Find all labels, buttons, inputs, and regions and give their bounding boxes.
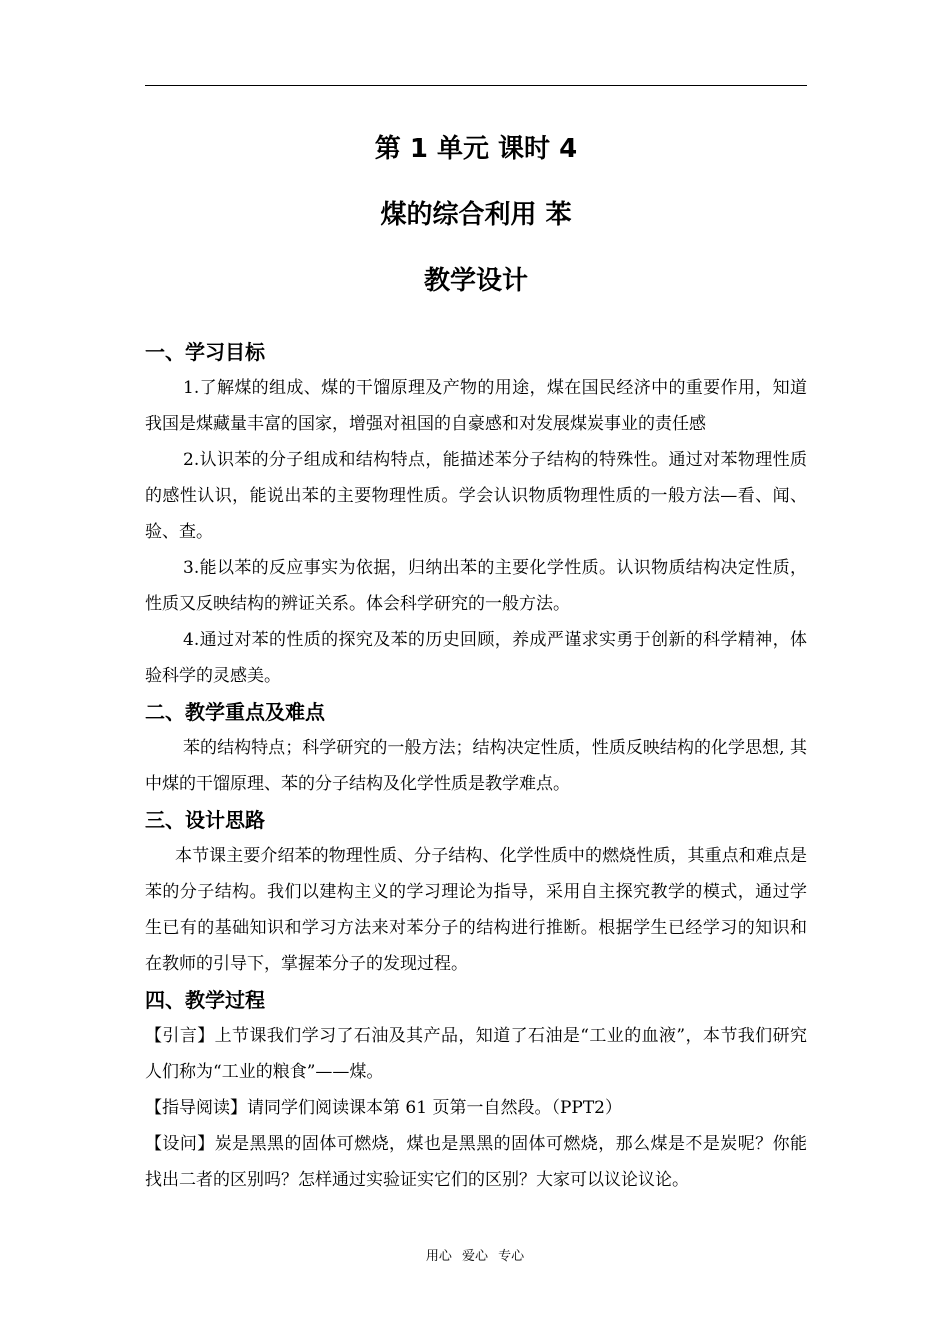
section-heading-design-idea: 三、设计思路 — [145, 808, 265, 832]
objective-item-2: 2.认识苯的分子组成和结构特点，能描述苯分子结构的特殊性。通过对苯物理性质的感性认识，能说出苯的主要物理性质。学会认识物质物理性质的一般方法—看、闻、验、查。 — [145, 450, 807, 542]
key-points-text: 苯的结构特点；科学研究的一般方法；结构决定性质，性质反映结构的化学思想, 其中煤的干馏原理、苯的分子结构及化学性质是教学难点。 — [145, 738, 807, 794]
section-heading-objectives: 一、学习目标 — [145, 340, 265, 364]
process-intro: 【引言】上节课我们学习了石油及其产品，知道了石油是“工业的血液”，本节我们研究人们称为“工业的粮食”——煤。 — [145, 1026, 807, 1082]
page-footer: 用心 爱心 专心 — [425, 1249, 525, 1264]
process-guided-reading: 【指导阅读】请同学们阅读课本第 61 页第一自然段。（PPT2） — [145, 1098, 622, 1118]
objective-item-3: 3.能以苯的反应事实为依据，归纳出苯的主要化学性质。认识物质结构决定性质，性质又反映结构的辨证关系。体会科学研究的一般方法。 — [145, 558, 807, 614]
design-idea-text: 本节课主要介绍苯的物理性质、分子结构、化学性质中的燃烧性质，其重点和难点是苯的分子结构。我们以建构主义的学习理论为指导，采用自主探究教学的模式，通过学生已有的基础知识和学习方法来对苯分子的结构进行推断。根据学生已经学习的知识和在教师的引导下，掌握苯分子的发现过程。 — [145, 846, 807, 974]
header-rule — [145, 85, 807, 86]
section-heading-key-points: 二、教学重点及难点 — [145, 700, 325, 724]
title-unit-lesson: 第 1 单元 课时 4 — [374, 134, 578, 164]
title-topic: 煤的综合利用 苯 — [380, 200, 572, 230]
section-heading-process: 四、教学过程 — [145, 988, 265, 1012]
objective-item-1: 1.了解煤的组成、煤的干馏原理及产物的用途，煤在国民经济中的重要作用，知道我国是煤藏量丰富的国家，增强对祖国的自豪感和对发展煤炭事业的责任感 — [145, 378, 807, 434]
objective-item-4: 4.通过对苯的性质的探究及苯的历史回顾，养成严谨求实勇于创新的科学精神，体验科学的灵感美。 — [145, 630, 807, 686]
title-design: 教学设计 — [423, 266, 528, 296]
document-body — [145, 128, 807, 1198]
process-question: 【设问】炭是黑黑的固体可燃烧，煤也是黑黑的固体可燃烧，那么煤是不是炭呢？你能找出二者的区别吗？怎样通过实验证实它们的区别？大家可以议论议论。 — [145, 1134, 807, 1190]
